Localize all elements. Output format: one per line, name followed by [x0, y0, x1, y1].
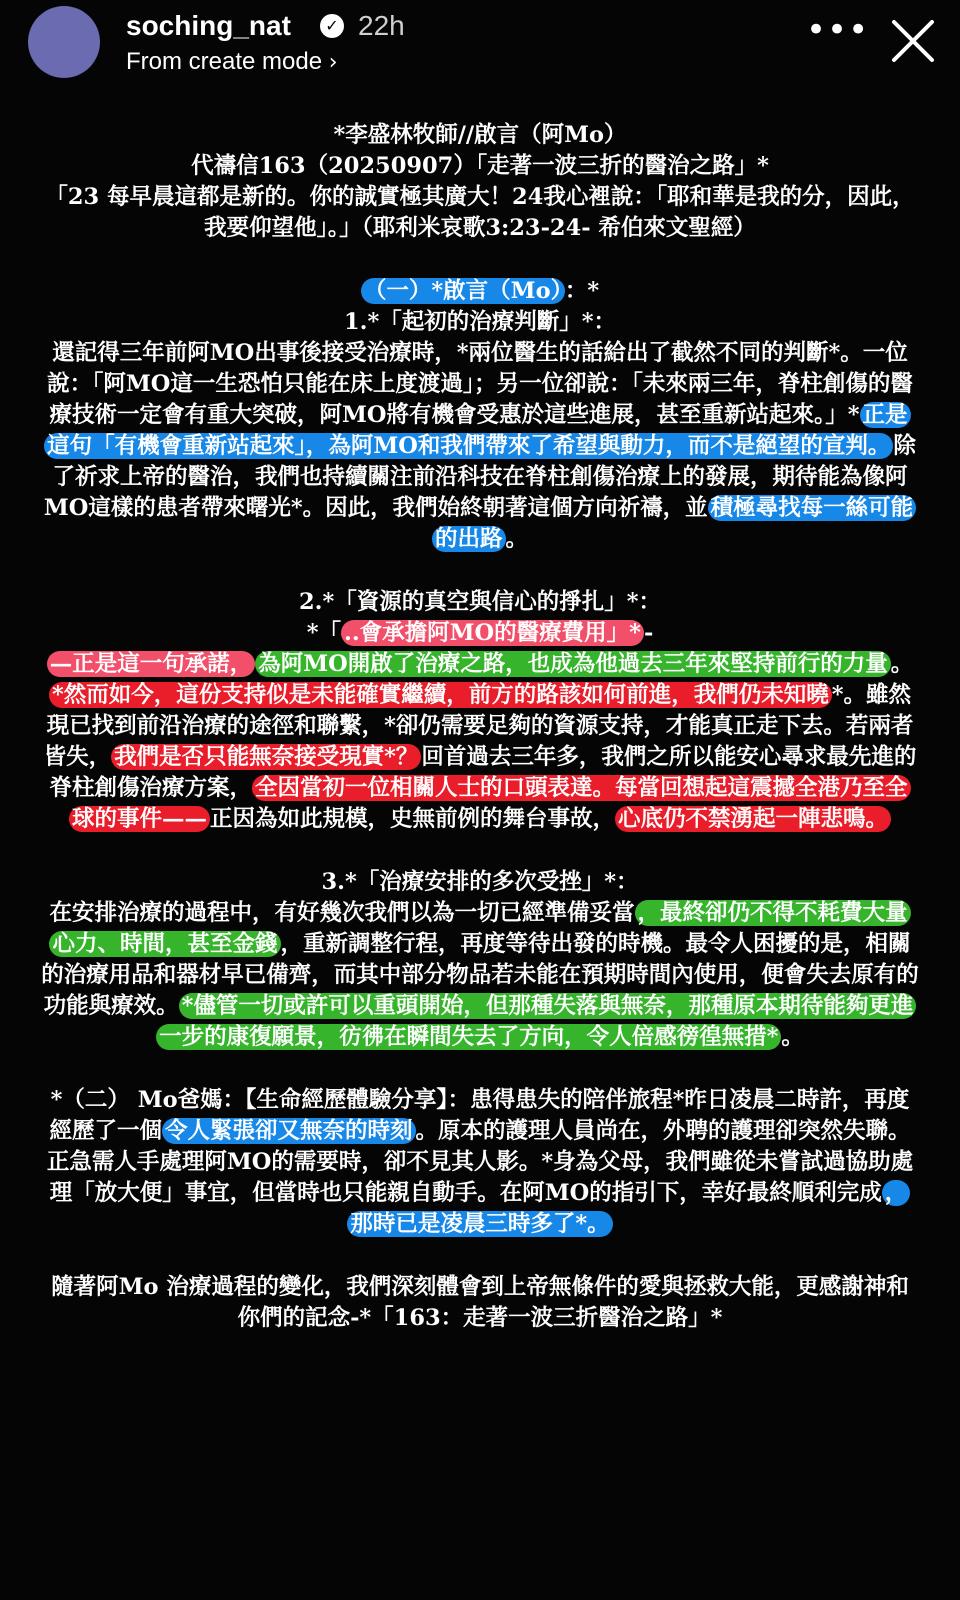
highlight-red: 全因當初一位相關人士的口頭表達。每當回想起這震撼全港乃至全球的事件——	[69, 775, 911, 832]
highlight-red: *然而如今，這份支持似是未能確實繼續，前方的路該如何前進，我們仍未知曉	[49, 682, 832, 708]
chevron-right-icon: ›	[328, 50, 338, 75]
more-options-icon[interactable]: •••	[806, 10, 870, 50]
point-two-heading: 2.*「資源的真空與信心的掙扎」*：	[298, 589, 662, 615]
highlight-green: 為阿MO開啟了治療之路，也成為他過去三年來堅持前行的力量	[255, 651, 891, 677]
bible-verse: 「23 每早晨這都是新的。你的誠實極其廣大！24我心裡說：「耶和華是我的分，因此，我要仰望他」。」（耶利米哀歌3:23-24- 希伯來文聖經）	[45, 184, 915, 241]
point-two-body: *「 ..會承擔阿MO的醫療費用」* - —正是這一句承諾， 為阿MO開啟了治療之路，也成為他過去三年來堅持前行的力量 。*然而如今，這份支持似是未能確實繼續，前方的路該如何前進，我們仍未知曉 *。雖然現已找到前沿治療的途徑和聯繫，*卻仍需要足夠的資源支持，才能真正走下去。若兩者皆失， 我們是否只能無奈接受現實*？ 回首過去三年多，我們之所以能安心尋求最先進的脊柱創傷治療方案， 全因當初一位相關人士的口頭表達。每當回想起這震撼全港乃至全球的事件—— 正因為如此規模，史無前例的舞台事故， 心底仍不禁湧起一陣悲鳴。	[43, 620, 917, 832]
create-mode-link[interactable]	[126, 48, 338, 76]
closing-paragraph: 隨著阿Mo 治療過程的變化，我們深刻體會到上帝無條件的愛與拯救大能，更感謝神和你們的記念-*「163：走著一波三折醫治之路」*	[51, 1274, 909, 1331]
point-one-heading: 1.*「起初的治療判斷」*：	[343, 309, 617, 335]
create-mode-label: From create mode	[126, 48, 323, 75]
letter-title-author: *李盛林牧師//啟言（阿Mo）	[333, 122, 627, 148]
highlight-blue: 正是這句「有機會重新站起來」，為阿MO和我們帶來了希望與動力，而不是絕望的宣判。	[44, 402, 910, 459]
username[interactable]: soching_nat	[126, 10, 291, 41]
post-time: 22h	[358, 10, 405, 41]
highlight-blue: ，那時已是凌晨三時多了*。	[347, 1180, 910, 1237]
highlight-red: 心底仍不禁湧起一陣悲鳴。	[615, 806, 891, 832]
verified-badge-icon: ✓	[320, 14, 344, 38]
highlight-green: ，最終卻仍不得不耗費大量心力、時間，甚至金錢	[49, 900, 910, 957]
letter-title-subject: 代禱信163（20250907）「走著一波三折的醫治之路」*	[191, 153, 769, 179]
story-text	[40, 120, 920, 1334]
highlight-pink: —正是這一句承諾，	[47, 651, 256, 677]
close-icon[interactable]	[888, 16, 938, 66]
point-one-body: 還記得三年前阿MO出事後接受治療時，*兩位醫生的話給出了截然不同的判斷*。一位說：「阿MO這一生恐怕只能在床上度渡過」；另一位卻說：「未來兩三年，脊柱創傷的醫療技術一定會有重大突破，阿MO將有機會受惠於這些進展，甚至重新站起來。」* 正是這句「有機會重新站起來」，為阿MO和我們帶來了希望與動力，而不是絕望的宣判。 除了祈求上帝的醫治，我們也持續關注前沿科技在脊柱創傷治療上的發展，期待能為像阿MO這樣的患者帶來曙光*。因此，我們始終朝著這個方向祈禱，並 積極尋找每一絲可能的出路 。	[43, 340, 916, 552]
highlight-red: 我們是否只能無奈接受現實*？	[111, 744, 421, 770]
highlight-blue: 積極尋找每一絲可能的出路	[432, 495, 916, 552]
highlight-blue: 令人緊張卻又無奈的時刻	[162, 1118, 416, 1144]
section-one-heading: （一）*啟言（Mo） ：*	[40, 276, 920, 307]
point-three-body: 在安排治療的過程中，有好幾次我們以為一切已經準備妥當 ，最終卻仍不得不耗費大量心力、時間，甚至金錢 ，重新調整行程，再度等待出發的時機。最令人困擾的是，相關的治療用品和器材早已備齊，而其中部分物品若未能在預期時間內使用，便會失去原有的功能與療效。 *儘管一切或許可以重頭開始，但那種失落與無奈，那種原本期待能夠更進一步的康復願景，彷彿在瞬間失去了方向，令人倍感徬徨無措* 。	[41, 900, 919, 1050]
section-two-body: *（二） Mo爸媽：【生命經歷體驗分享】：患得患失的陪伴旅程*昨日凌晨二時許，再度經歷了一個 令人緊張卻又無奈的時刻 。原本的護理人員尚在，外聘的護理卻突然失聯。正急需人手處理阿MO的需要時，卻不見其人影。*身為父母，我們雖從未嘗試過協助處理「放大便」事宜，但當時也只能親自動手。在阿MO的指引下，幸好最終順利完成 ，那時已是凌晨三時多了*。	[46, 1087, 914, 1237]
story-header	[0, 0, 960, 90]
avatar[interactable]	[28, 6, 100, 78]
highlight-pink: ..會承擔阿MO的醫療費用」*	[341, 620, 644, 646]
point-three-heading: 3.*「治療安排的多次受挫」*：	[321, 869, 639, 895]
highlight-blue: （一）*啟言（Mo）	[361, 278, 565, 304]
highlight-green: *儘管一切或許可以重頭開始，但那種失落與無奈，那種原本期待能夠更進一步的康復願景，彷彿在瞬間失去了方向，令人倍感徬徨無措*	[156, 993, 916, 1050]
